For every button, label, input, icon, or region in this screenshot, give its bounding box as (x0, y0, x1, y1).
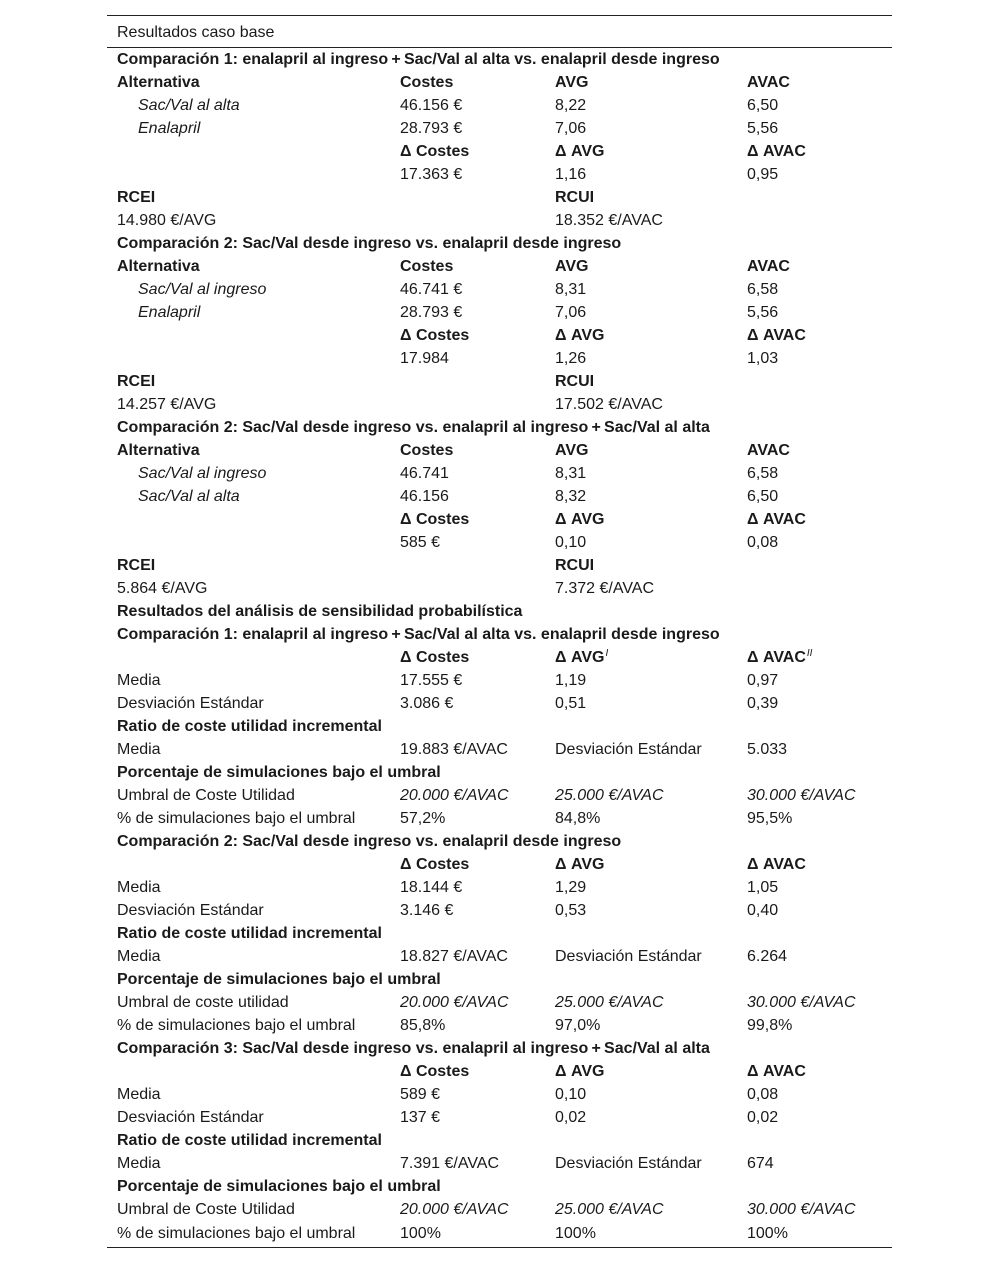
comparison-title-row (107, 48, 892, 72)
sd-costes: 137 € (400, 1109, 441, 1126)
threshold-value: 25.000 €/AVAC (555, 787, 664, 804)
sd-avac: 0,02 (747, 1109, 779, 1126)
ratio-value-row (107, 577, 892, 600)
comparison-title-row (107, 232, 892, 255)
sd-costes: 3.086 € (400, 695, 454, 712)
header-alternativa: Alternativa (117, 74, 200, 91)
pct-title-row (107, 761, 892, 784)
alternative-label: Sac/Val al alta (138, 97, 240, 114)
mean-costes: 589 € (400, 1086, 441, 1103)
pct-value: 100% (400, 1221, 555, 1248)
delta-values-row (107, 163, 892, 186)
rcei-value: 14.257 €/AVG (117, 396, 217, 413)
alternative-label: Sac/Val al ingreso (138, 281, 267, 298)
header-alternativa: Alternativa (117, 442, 200, 459)
comparison-title: Comparación 2: Sac/Val desde ingreso vs. enalapril desde ingreso (117, 833, 622, 850)
ratio-value-row (107, 393, 892, 416)
threshold-value: 30.000 €/AVAC (747, 1201, 856, 1218)
mean-avac: 0,97 (747, 672, 779, 689)
mean-avac: 1,05 (747, 879, 779, 896)
ratio-sd-value: 6.264 (747, 948, 788, 965)
threshold-value: 30.000 €/AVAC (747, 994, 856, 1011)
section-title-row (107, 600, 892, 623)
cell-text: Δ AVAC (747, 856, 806, 873)
delta-header-row (107, 324, 892, 347)
mean-row (107, 669, 892, 692)
alternative-label: Sac/Val al alta (138, 488, 240, 505)
rcui-value: 18.352 €/AVAC (555, 212, 663, 229)
ratio-label-row (107, 370, 892, 393)
ratio-sd-value: 674 (747, 1155, 774, 1172)
sd-label: Desviación Estándar (117, 902, 264, 919)
mean-costes: 18.144 € (400, 879, 463, 896)
ratio-title: Ratio de coste utilidad incremental (117, 718, 382, 735)
pct-label: % de simulaciones bajo el umbral (117, 1017, 356, 1034)
comparison-title: Comparación 1: enalapril al ingreso + Sac/Val al alta vs. enalapril desde ingreso (117, 51, 720, 68)
empty-cell (107, 531, 400, 554)
delta-costes-header: Δ Costes (400, 143, 470, 160)
threshold-row (107, 784, 892, 807)
delta-avg-header: Δ AVG (555, 327, 605, 344)
mean-avg: 0,10 (555, 1086, 587, 1103)
pct-value: 95,5% (747, 810, 793, 827)
cell-text: Δ Costes (400, 649, 470, 666)
delta-header-row (107, 646, 892, 669)
ratio-title: Ratio de coste utilidad incremental (117, 1132, 382, 1149)
rcei-label: RCEI (117, 373, 156, 390)
ratio-mean-value: 18.827 €/AVAC (400, 948, 508, 965)
mean-costes: 17.555 € (400, 672, 463, 689)
threshold-value: 25.000 €/AVAC (555, 1201, 664, 1218)
ratio-title-row (107, 715, 892, 738)
delta-avg-value: 1,16 (555, 166, 587, 183)
ratio-sd-label: Desviación Estándar (555, 948, 702, 965)
ratio-mean-label: Media (117, 741, 161, 758)
avac-value: 6,50 (747, 97, 779, 114)
table-row (107, 462, 892, 485)
ratio-row (107, 738, 892, 761)
threshold-value: 20.000 €/AVAC (400, 1201, 509, 1218)
comparison-title-row (107, 1037, 892, 1060)
empty-cell (107, 853, 400, 876)
threshold-value: 30.000 €/AVAC (747, 787, 856, 804)
delta-costes-header (400, 1060, 555, 1083)
column-header-row (107, 439, 892, 462)
comparison-title-row (107, 623, 892, 646)
sd-avg: 0,02 (555, 1109, 587, 1126)
cell-text: Δ AVAC (747, 1063, 806, 1080)
rcui-value: 7.372 €/AVAC (555, 580, 655, 597)
ratio-mean-value: 7.391 €/AVAC (400, 1155, 500, 1172)
delta-avac-value: 0,08 (747, 534, 779, 551)
threshold-value: 25.000 €/AVAC (555, 994, 664, 1011)
delta-avac-header (747, 1060, 892, 1083)
sd-avac: 0,39 (747, 695, 779, 712)
ratio-mean-label: Media (117, 1155, 161, 1172)
mean-row (107, 1083, 892, 1106)
comparison-title-row (107, 830, 892, 853)
ratio-sd-value: 5.033 (747, 741, 788, 758)
avac-value: 6,50 (747, 488, 779, 505)
empty-cell (107, 324, 400, 347)
rcui-label: RCUI (555, 189, 595, 206)
pct-title-row (107, 1175, 892, 1198)
sd-label: Desviación Estándar (117, 695, 264, 712)
mean-avg: 1,19 (555, 672, 587, 689)
delta-header-row (107, 853, 892, 876)
costes-value: 28.793 € (400, 304, 463, 321)
header-alternativa: Alternativa (117, 258, 200, 275)
sd-avg: 0,51 (555, 695, 587, 712)
delta-values-row (107, 531, 892, 554)
header-avac: AVAC (747, 442, 790, 459)
results-table (107, 15, 892, 1248)
avg-value: 8,31 (555, 465, 587, 482)
threshold-value: 20.000 €/AVAC (400, 787, 509, 804)
footnote-mark: I (605, 648, 609, 659)
delta-avg-value: 0,10 (555, 534, 587, 551)
avg-value: 8,32 (555, 488, 587, 505)
delta-costes-header (400, 853, 555, 876)
ratio-title: Ratio de coste utilidad incremental (117, 925, 382, 942)
avg-value: 8,31 (555, 281, 587, 298)
table-caption: Resultados caso base (107, 16, 892, 48)
threshold-row (107, 1198, 892, 1221)
threshold-label: Umbral de coste utilidad (117, 994, 289, 1011)
rcui-value: 17.502 €/AVAC (555, 396, 663, 413)
cell-text: Δ AVAC (747, 649, 806, 666)
threshold-label: Umbral de Coste Utilidad (117, 1201, 295, 1218)
table-row (107, 117, 892, 140)
rcui-label: RCUI (555, 557, 595, 574)
pct-value: 97,0% (555, 1017, 601, 1034)
table-caption-row (107, 16, 892, 48)
mean-label: Media (117, 879, 161, 896)
pct-value: 85,8% (400, 1017, 446, 1034)
mean-row (107, 876, 892, 899)
header-costes: Costes (400, 442, 454, 459)
avac-value: 6,58 (747, 281, 779, 298)
sd-row (107, 1106, 892, 1129)
avg-value: 8,22 (555, 97, 587, 114)
delta-avac-header: Δ AVAC (747, 143, 806, 160)
comparison-title: Comparación 2: Sac/Val desde ingreso vs. enalapril al ingreso + Sac/Val al alta (117, 419, 710, 436)
ratio-row (107, 1152, 892, 1175)
ratio-title-row (107, 922, 892, 945)
ratio-value-row (107, 209, 892, 232)
sd-avac: 0,40 (747, 902, 779, 919)
header-costes: Costes (400, 258, 454, 275)
mean-label: Media (117, 1086, 161, 1103)
table-row (107, 94, 892, 117)
costes-value: 46.156 (400, 488, 449, 505)
pct-row (107, 807, 892, 830)
delta-header-row (107, 140, 892, 163)
rcei-value: 14.980 €/AVG (117, 212, 217, 229)
ratio-title-row (107, 1129, 892, 1152)
mean-label: Media (117, 672, 161, 689)
sd-avg: 0,53 (555, 902, 587, 919)
header-costes: Costes (400, 74, 454, 91)
avg-value: 7,06 (555, 304, 587, 321)
ratio-label-row (107, 186, 892, 209)
delta-values-row (107, 347, 892, 370)
empty-cell (107, 508, 400, 531)
ratio-sd-label: Desviación Estándar (555, 741, 702, 758)
delta-costes-header (400, 646, 555, 669)
pct-row (107, 1221, 892, 1248)
cell-text: Δ AVG (555, 649, 605, 666)
delta-avac-header (747, 853, 892, 876)
pct-title: Porcentaje de simulaciones bajo el umbral (117, 971, 441, 988)
costes-value: 46.741 € (400, 281, 463, 298)
header-avac: AVAC (747, 74, 790, 91)
pct-value: 100% (555, 1221, 747, 1248)
table-row (107, 485, 892, 508)
empty-cell (107, 140, 400, 163)
cell-text: Δ Costes (400, 1063, 470, 1080)
column-header-row (107, 71, 892, 94)
comparison-title: Comparación 2: Sac/Val desde ingreso vs. enalapril desde ingreso (117, 235, 622, 252)
pct-row (107, 1014, 892, 1037)
alternative-label: Enalapril (138, 304, 201, 321)
table-row (107, 301, 892, 324)
costes-value: 46.741 (400, 465, 449, 482)
delta-avac-header (747, 646, 892, 669)
delta-avac-value: 1,03 (747, 350, 779, 367)
cell-text: Δ AVG (555, 1063, 605, 1080)
ratio-mean-value: 19.883 €/AVAC (400, 741, 508, 758)
pct-value: 100% (747, 1221, 892, 1248)
delta-header-row (107, 508, 892, 531)
rcei-label: RCEI (117, 189, 156, 206)
rcei-label: RCEI (117, 557, 156, 574)
delta-costes-header: Δ Costes (400, 511, 470, 528)
pct-value: 84,8% (555, 810, 601, 827)
sd-row (107, 899, 892, 922)
pct-title: Porcentaje de simulaciones bajo el umbral (117, 764, 441, 781)
ratio-mean-label: Media (117, 948, 161, 965)
pct-value: 57,2% (400, 810, 446, 827)
avac-value: 6,58 (747, 465, 779, 482)
sd-costes: 3.146 € (400, 902, 454, 919)
ratio-label-row (107, 554, 892, 577)
threshold-value: 20.000 €/AVAC (400, 994, 509, 1011)
delta-costes-value: 585 € (400, 534, 441, 551)
sd-row (107, 692, 892, 715)
header-avac: AVAC (747, 258, 790, 275)
delta-costes-value: 17.984 (400, 350, 449, 367)
avg-value: 7,06 (555, 120, 587, 137)
pct-label: % de simulaciones bajo el umbral (107, 1221, 400, 1248)
delta-avg-header (555, 646, 747, 669)
cell-text: Δ Costes (400, 856, 470, 873)
delta-header-row (107, 1060, 892, 1083)
header-avg: AVG (555, 74, 589, 91)
sensitivity-title: Resultados del análisis de sensibilidad probabilística (117, 603, 523, 620)
threshold-row (107, 991, 892, 1014)
delta-avg-value: 1,26 (555, 350, 587, 367)
empty-cell (107, 1060, 400, 1083)
delta-avg-header: Δ AVG (555, 143, 605, 160)
pct-title: Porcentaje de simulaciones bajo el umbral (117, 1178, 441, 1195)
mean-avac: 0,08 (747, 1086, 779, 1103)
sd-label: Desviación Estándar (117, 1109, 264, 1126)
mean-avg: 1,29 (555, 879, 587, 896)
pct-label: % de simulaciones bajo el umbral (117, 810, 356, 827)
ratio-row (107, 945, 892, 968)
table-row (107, 278, 892, 301)
delta-avac-header: Δ AVAC (747, 327, 806, 344)
delta-avg-header (555, 1060, 747, 1083)
empty-cell (107, 347, 400, 370)
delta-avg-header: Δ AVG (555, 511, 605, 528)
empty-cell (107, 646, 400, 669)
threshold-label: Umbral de Coste Utilidad (117, 787, 295, 804)
rcui-label: RCUI (555, 373, 595, 390)
costes-value: 46.156 € (400, 97, 463, 114)
delta-costes-header: Δ Costes (400, 327, 470, 344)
costes-value: 28.793 € (400, 120, 463, 137)
footnote-mark: II (806, 648, 813, 659)
empty-cell (107, 163, 400, 186)
comparison-title-row (107, 416, 892, 439)
delta-avg-header (555, 853, 747, 876)
column-header-row (107, 255, 892, 278)
comparison-title: Comparación 3: Sac/Val desde ingreso vs. enalapril al ingreso + Sac/Val al alta (117, 1040, 710, 1057)
ratio-sd-label: Desviación Estándar (555, 1155, 702, 1172)
rcei-value: 5.864 €/AVG (117, 580, 208, 597)
alternative-label: Enalapril (138, 120, 201, 137)
delta-costes-value: 17.363 € (400, 166, 463, 183)
delta-avac-header: Δ AVAC (747, 511, 806, 528)
alternative-label: Sac/Val al ingreso (138, 465, 267, 482)
pct-value: 99,8% (747, 1017, 793, 1034)
avac-value: 5,56 (747, 304, 779, 321)
comparison-title: Comparación 1: enalapril al ingreso + Sac/Val al alta vs. enalapril desde ingreso (117, 626, 720, 643)
delta-avac-value: 0,95 (747, 166, 779, 183)
header-avg: AVG (555, 258, 589, 275)
cell-text: Δ AVG (555, 856, 605, 873)
avac-value: 5,56 (747, 120, 779, 137)
pct-title-row (107, 968, 892, 991)
header-avg: AVG (555, 442, 589, 459)
